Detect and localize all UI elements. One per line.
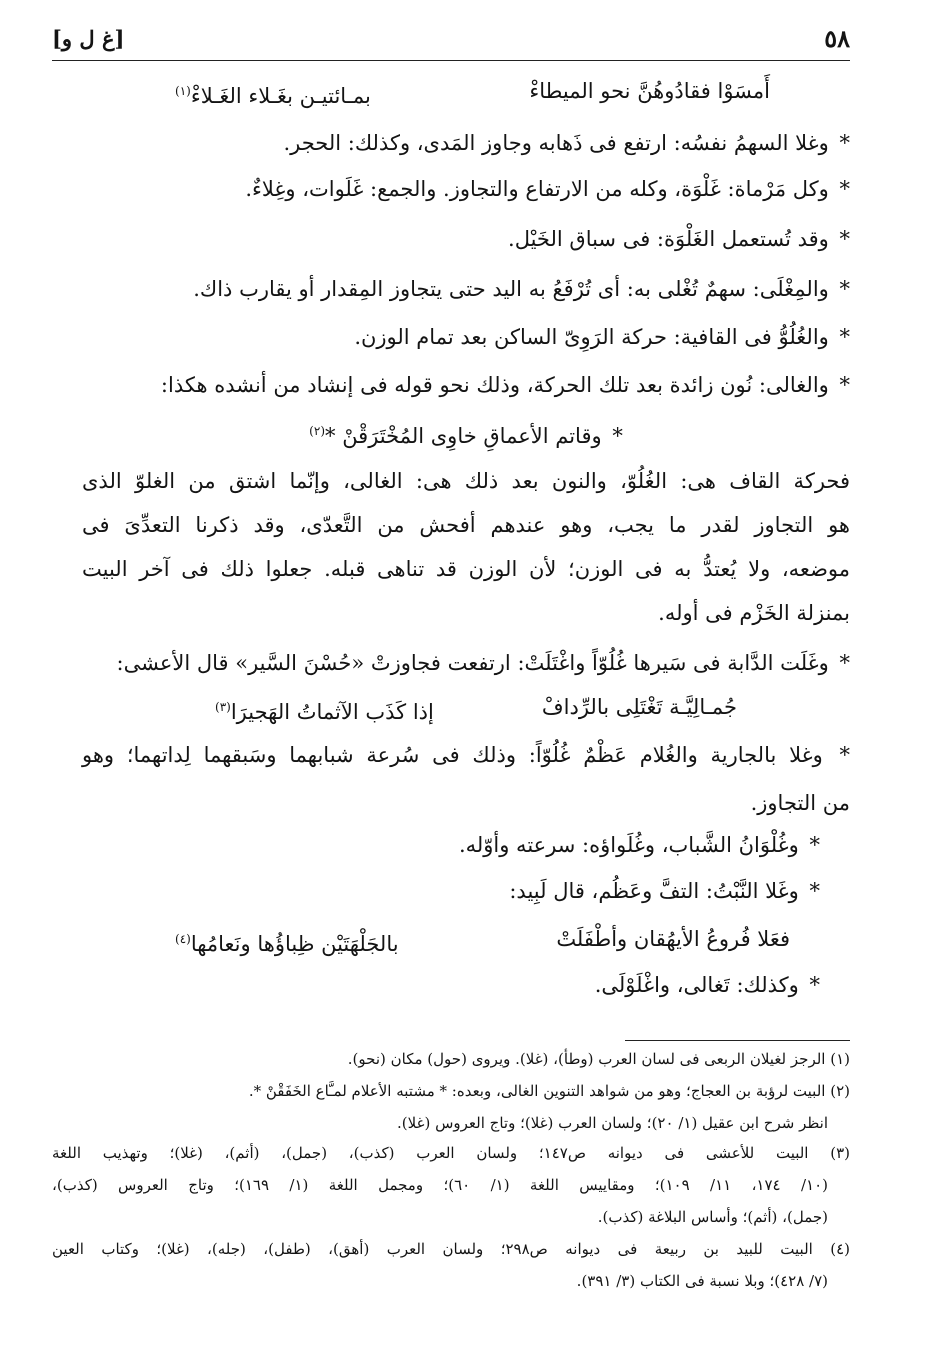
entry-star: * [839,227,850,251]
footnote-1: (١) الرجز لغيلان الربعى فى لسان العرب (وطأ)، (غلا). ويروى (حول) مكان (نحو). [347,1050,850,1068]
entry-star: * [839,325,850,349]
entry-text: والمِغْلَى: سهمٌ تُغْلى به: أى تُرْفَعُ به اليد حتى يتجاوز المِقدار أو يقارب ذاك. [193,277,829,301]
entry-star: * [839,743,850,767]
entry-star: * [839,651,850,675]
paragraph-line: من التجاوز. [750,791,850,815]
page-header [52,22,850,58]
verse-1-first-hemistich [529,74,770,108]
footnote-3-continuation: (١٠/ ١٧٤، ١١/ ١٠٩)؛ ومقاييس اللغة (١/ ٦٠)؛ ومجمل اللغة (١/ ١٦٩)؛ وتاج العروس (كذب)، [52,1176,828,1194]
entry-star: * [809,879,820,903]
paragraph-line: موضعه، ولا يُعتدُّ به فى الوزن؛ لأن الوزن قد تناهى قبله. جعلوا ذلك فى آخر البيت [82,557,850,581]
entry-text: والغالى: نُون زائدة بعد تلك الحركة، وذلك نحو قوله فى إنشاد من أنشده هكذا: [160,373,829,397]
entry-line [117,646,850,680]
entry-star: * [809,833,820,857]
verse-1-second-hemistich [175,74,371,113]
verse-text: بالجَلْهَتَيْن ظِباؤُها ونَعامُها [190,932,399,956]
entry-line [161,368,850,402]
verse-text: وقاتم الأعماقِ خاوِى المُخْتَرَقْنْ [342,424,602,448]
verse-3-first-hemistich [542,690,737,724]
verse-text: بمـائتيـن بغَـلاء الغَـلاءْ [190,84,371,108]
footnote-ref: (٤) [175,932,191,946]
footnote-ref: (١) [175,84,191,98]
paragraph-line: فحركة القاف هى: الغُلُوّ، والنون بعد ذلك هى: الغالى، وإنّما اشتق من الغلوّ الذى [82,469,850,493]
footnote-2: (٢) البيت لرؤبة بن العجاج؛ وهو من شواهد التنوين الغالى، وبعده: * مشتبه الأعلام لمـَّاع الخَفَقْنْ *. [248,1082,850,1100]
entry-line [283,126,850,160]
header-rule [52,60,850,61]
entry-text: والغُلُوُّ فى القافية: حركة الرَوِىّ الساكن بعد تمام الوزن. [354,325,829,349]
footnote-ref: (٣) [215,700,231,714]
entry-text: وغَلَت الدَّابة فى سَيرها غُلُوّاً واغْتَلَتْ: ارتفعت فجاوزتْ «حُسْنَ السَّير» قال الأعشى: [116,651,829,675]
entry-text: وقد تُستعمل الغَلْوَة: فى سباق الخَيْل. [508,227,829,251]
entry-text: وغلا بالجارية والغُلام عَظْمٌ غُلُوّاً: وذلك فى سُرعة شبابهما وسَبقهما لِداتهما؛ وهو [82,743,823,767]
verse-text: إذا كَذَب الآثماتُ الهَجيرَا [230,700,434,724]
entry-star: * [839,277,850,301]
entry-line [82,738,850,772]
entry-text: وغلا السهمُ نفسُه: ارتفع فى ذَهابه وجاوز المَدى، وكذلك: الحجر. [283,131,829,155]
footnote-2-continuation: انظر شرح ابن عقيل (١/ ٢٠)؛ ولسان العرب (غلا)؛ وتاج العروس (غلا). [397,1114,828,1132]
entry-star: * [839,131,850,155]
entry-text: وغُلْوَانُ الشَّباب، وغُلَواؤه: سرعته وأوّله. [458,833,799,857]
root-letters: [غ ل و] [52,26,125,51]
footnote-4: (٤) البيت للبيد بن ربيعة فى ديوانه ص٢٩٨؛ ولسان العرب (أهق)، (طفل)، (جله)، (غلا)؛ وكتاب العين [52,1240,851,1258]
footnote-3-continuation: (جمل)، (أثم)؛ وأساس البلاغة (كذب). [597,1208,828,1226]
entry-line [509,874,820,908]
verse-text: أَمسَوْا فقادُوهُنَّ نحو الميطاءْ [529,79,770,103]
footnote-4-continuation: (٧/ ٤٢٨)؛ وبلا نسبة فى الكتاب (٣/ ٣٩١). [576,1272,828,1290]
entry-line [595,968,820,1002]
entry-text: وكذلك: تَغالى، واغْلَوْلَى. [594,973,799,997]
verse-2 [0,414,932,453]
entry-line [508,222,850,256]
entry-line [245,172,850,206]
footnote-ref: (٢) [309,424,325,438]
verse-text: فعَلا فُروعُ الأيهُقان وأطْفَلَتْ [556,927,790,951]
entry-star: * [839,373,850,397]
verse-end-star: * [325,424,336,448]
verse-text: جُمـالِيَّـة تَغْتَلِى بالرِّدافْ [541,695,737,719]
page-number: ٥٨ [824,24,850,53]
verse-3-second-hemistich [215,690,434,729]
entry-star: * [612,424,623,448]
entry-star: * [809,973,820,997]
verse-4-first-hemistich [556,922,790,956]
entry-line [354,320,850,354]
entry-line [459,828,820,862]
entry-text: وغَلا النَّبْتُ: التفَّ وعَظُم، قال لَبِيد: [509,879,799,903]
paragraph-line: هو التجاوز لقدر ما يجب، وهو عندهم أفحش من التَّعدّى، وقد ذكرنا التعدِّىَ فى [82,513,850,537]
paragraph-line: بمنزلة الخَزْم فى أوله. [658,601,850,625]
entry-text: وكل مَرْماة: غَلْوَة، وكله من الارتفاع والتجاوز. والجمع: غَلَوات، وغِلاءٌ. [245,177,829,201]
entry-star: * [839,177,850,201]
footnote-rule [625,1040,850,1041]
footnote-3: (٣) البيت للأعشى فى ديوانه ص١٤٧؛ ولسان العرب (كذب)، (جمل)، (أثم)، (غلا)؛ وتهذيب اللغة [52,1144,850,1162]
verse-4-second-hemistich [175,922,399,961]
entry-line [193,272,850,306]
